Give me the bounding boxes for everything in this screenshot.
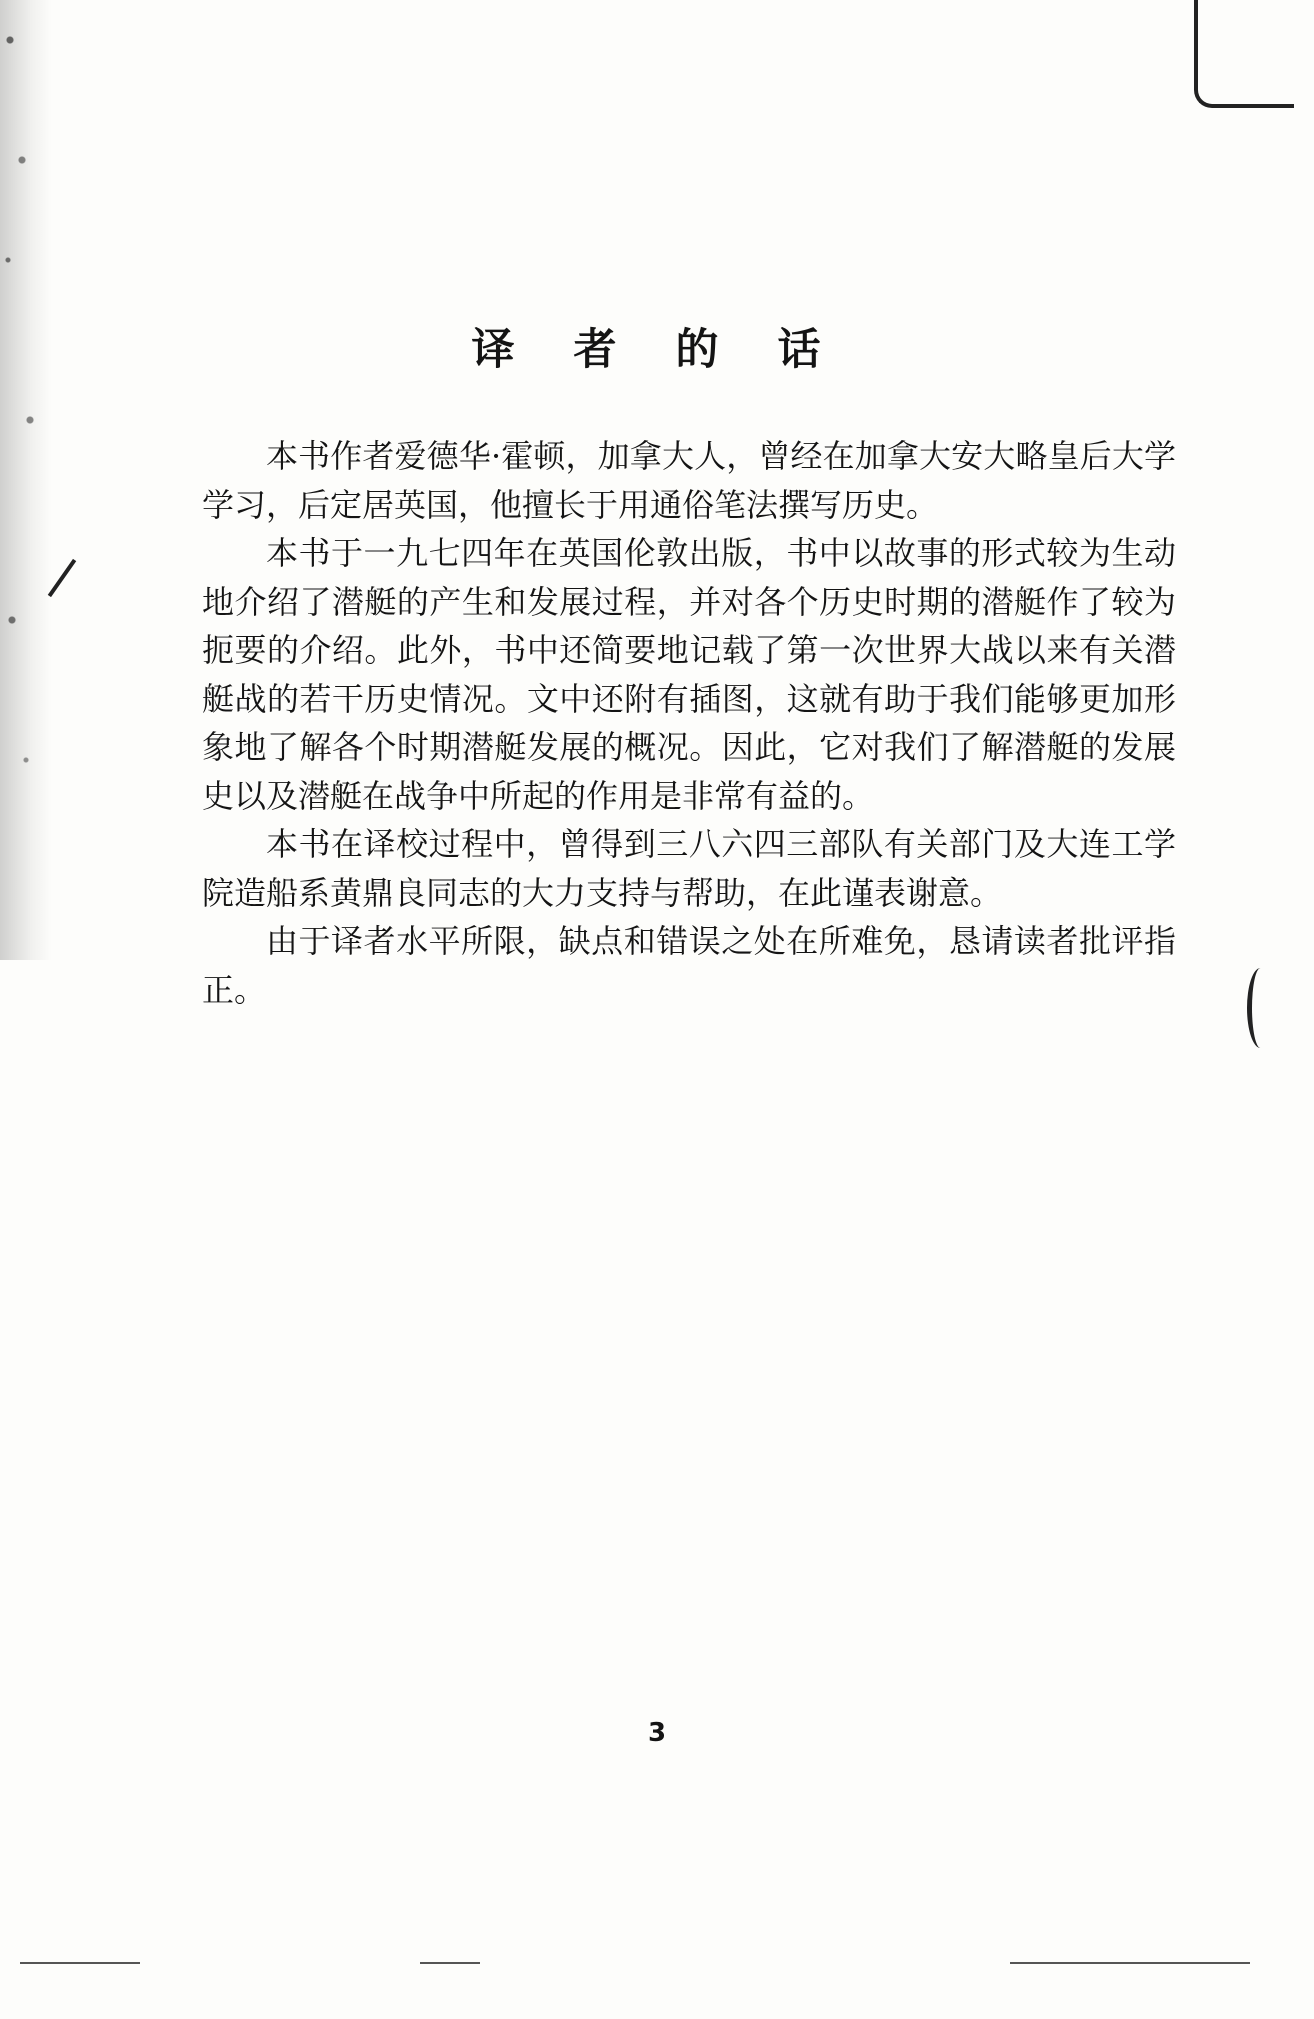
- paragraph-author: 本书作者爱德华·霍顿，加拿大人，曾经在加拿大安大略皇后大学学习，后定居英国，他擅长于用通俗笔法撰写历史。: [202, 437, 1176, 524]
- margin-parenthesis-mark: [1247, 968, 1274, 1048]
- page-number: 3: [647, 1718, 667, 1748]
- paragraph-apology: 由于译者水平所限，缺点和错误之处在所难免，恳请读者批评指正。: [202, 922, 1176, 1009]
- page-title: 译 者 的 话: [471, 325, 843, 375]
- body-text: [202, 432, 1176, 1014]
- footer-rule-right: [1010, 1962, 1250, 1964]
- corner-bracket-mark: [1194, 0, 1294, 108]
- footer-rule-mid: [420, 1962, 480, 1964]
- paragraph-publication: 本书于一九七四年在英国伦敦出版，书中以故事的形式较为生动地介绍了潜艇的产生和发展过程，并对各个历史时期的潜艇作了较为扼要的介绍。此外，书中还简要地记载了第一次世界大战以来有关潜艇战的若干历史情况。文中还附有插图，这就有助于我们能够更加形象地了解各个时期潜艇发展的概况。因此，它对我们了解潜艇的发展史以及潜艇在战争中所起的作用是非常有益的。: [202, 534, 1176, 815]
- margin-tick-mark: [48, 559, 77, 597]
- paragraph-acknowledgement: 本书在译校过程中，曾得到三八六四三部队有关部门及大连工学院造船系黄鼎良同志的大力支持与帮助，在此谨表谢意。: [202, 825, 1176, 912]
- footer-rule-left: [20, 1962, 140, 1964]
- scan-edge-shadow: [0, 0, 52, 960]
